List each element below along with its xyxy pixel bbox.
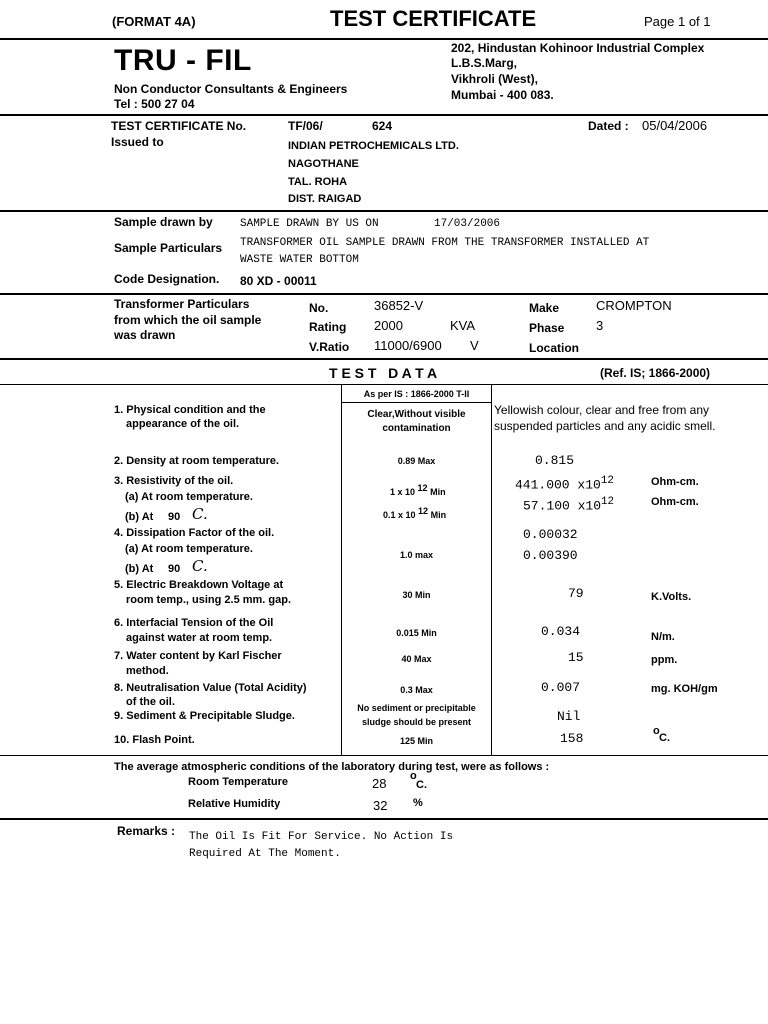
divider	[0, 384, 768, 385]
degree-symbol: o	[653, 725, 660, 737]
test-row-label: 3. Resistivity of the oil.	[114, 475, 234, 487]
transformer-vratio-label: V.Ratio	[309, 340, 350, 354]
test-row-spec: 0.3 Max	[400, 685, 433, 695]
test-row-spec: sludge should be present	[361, 717, 471, 727]
test-row-label: 7. Water content by Karl Fischer	[114, 650, 282, 662]
issued-to-line: INDIAN PETROCHEMICALS LTD.	[288, 140, 459, 152]
certificate-no-value: 624	[372, 119, 393, 133]
divider	[0, 358, 768, 360]
issued-to-line: DIST. RAIGAD	[288, 193, 362, 205]
test-row-spec: Clear,Without visible	[367, 409, 466, 420]
test-row-result: 0.00390	[523, 548, 578, 563]
test-row-result: 0.00032	[523, 527, 578, 542]
test-row-label: room temp., using 2.5 mm. gap.	[126, 594, 292, 606]
remarks-label: Remarks :	[117, 824, 176, 838]
result-base: 441.000 x10	[515, 477, 601, 493]
spec-exponent: 12	[418, 506, 429, 516]
test-row-unit: K.Volts.	[651, 591, 692, 603]
divider	[0, 818, 768, 820]
test-row-sublabel: (a) At room temperature.	[125, 543, 253, 555]
spec-suffix: Min	[430, 510, 447, 520]
test-data-title: T E S T D A T A	[329, 365, 438, 381]
company-address-line: Vikhroli (West),	[451, 72, 538, 86]
test-row-label: appearance of the oil.	[126, 418, 240, 430]
test-row-spec: 30 Min	[402, 590, 431, 600]
document-title: TEST CERTIFICATE	[330, 6, 537, 31]
page-number: Page 1 of 1	[644, 14, 711, 29]
result-base: 57.100 x10	[523, 498, 602, 514]
test-row-label: 10. Flash Point.	[114, 734, 195, 746]
sample-drawn-date: 17/03/2006	[434, 218, 501, 230]
test-row-spec: 125 Min	[399, 736, 433, 746]
test-row-label: 4. Dissipation Factor of the oil.	[114, 527, 275, 539]
spec-suffix: Min	[430, 487, 446, 497]
transformer-no-value: 36852-V	[374, 298, 424, 313]
issued-to-label: Issued to	[111, 135, 164, 149]
result-exponent: 12	[600, 475, 614, 487]
test-row-label: 1. Physical condition and the	[114, 404, 266, 416]
relative-humidity-unit: %	[413, 797, 423, 809]
divider	[0, 38, 768, 40]
temperature-unit: C.	[192, 505, 208, 523]
format-label: (FORMAT 4A)	[112, 14, 196, 29]
test-row-sublabel: (b) At	[125, 563, 154, 575]
sample-drawn-value: SAMPLE DRAWN BY US ON	[240, 218, 379, 230]
room-temperature-label: Room Temperature	[188, 776, 289, 788]
company-address-line: Mumbai - 400 083.	[451, 88, 554, 102]
test-row-unit: mg. KOH/gm	[651, 683, 718, 695]
test-data-reference: (Ref. IS; 1866-2000)	[600, 366, 711, 380]
dated-label: Dated :	[588, 119, 629, 133]
code-designation-value: 80 XD - 00011	[240, 274, 317, 288]
test-row-result	[515, 475, 614, 492]
transformer-make-value: CROMPTON	[596, 298, 672, 313]
test-temperature: 90	[168, 511, 181, 523]
spec-exponent: 12	[417, 483, 428, 493]
remarks-text: Required At The Moment.	[189, 848, 341, 860]
transformer-vratio-unit: V	[470, 338, 479, 353]
test-row-label: of the oil.	[126, 696, 175, 708]
test-row-label: 9. Sediment & Precipitable Sludge.	[114, 710, 295, 722]
company-logo-text: TRU - FIL	[114, 44, 252, 77]
test-row-spec	[390, 483, 446, 497]
test-row-spec: 0.89 Max	[397, 456, 436, 466]
test-row-sublabel: (b) At	[125, 511, 154, 523]
sample-particulars-value: TRANSFORMER OIL SAMPLE DRAWN FROM THE TRANSFORMER INSTALLED AT	[240, 237, 650, 249]
company-tagline: Non Conductor Consultants & Engineers	[114, 82, 348, 96]
test-row-unit: C.	[659, 732, 670, 744]
company-address-line: 202, Hindustan Kohinoor Industrial Complex	[451, 41, 705, 55]
dated-value: 05/04/2006	[642, 118, 708, 133]
test-row-spec: 1.0 max	[399, 550, 434, 560]
test-row-label: 8. Neutralisation Value (Total Acidity)	[114, 682, 307, 694]
test-row-label: 6. Interfacial Tension of the Oil	[114, 617, 274, 629]
transformer-vratio-value: 11000/6900	[374, 338, 442, 353]
degree-symbol: o	[410, 770, 417, 782]
spec-base: 1 x 10	[390, 487, 416, 497]
test-row-unit: N/m.	[651, 631, 675, 643]
test-row-label: 5. Electric Breakdown Voltage at	[114, 579, 284, 591]
test-row-unit: Ohm-cm.	[651, 496, 699, 508]
transformer-make-label: Make	[529, 301, 560, 315]
test-row-label: method.	[126, 665, 169, 677]
sample-particulars-label: Sample Particulars	[114, 241, 223, 255]
test-row-result: Yellowish colour, clear and free from any suspended particles and any acidic smell.	[494, 403, 716, 433]
transformer-phase-value: 3	[596, 318, 604, 333]
test-temperature: 90	[168, 563, 181, 575]
column-border	[341, 385, 342, 755]
remarks-text: The Oil Is Fit For Service. No Action Is	[189, 831, 454, 843]
sample-particulars-value: WASTE WATER BOTTOM	[240, 254, 359, 266]
divider	[0, 114, 768, 116]
divider	[0, 293, 768, 295]
test-row-spec: 0.015 Min	[396, 628, 437, 638]
test-row-result: 15	[568, 650, 584, 665]
relative-humidity-label: Relative Humidity	[188, 798, 281, 810]
test-row-spec: No sediment or precipitable	[357, 703, 476, 713]
transformer-rating-unit: KVA	[450, 318, 476, 333]
temperature-unit: C.	[192, 557, 208, 575]
test-row-sublabel: (a) At room temperature.	[125, 491, 253, 503]
test-row-spec: contamination	[382, 423, 451, 434]
sample-drawn-label: Sample drawn by	[114, 215, 213, 229]
transformer-label: Transformer Particulars	[114, 297, 250, 311]
test-row-result: 0.034	[541, 624, 581, 639]
test-row-result: 158	[560, 731, 584, 746]
divider	[0, 210, 768, 212]
transformer-phase-label: Phase	[529, 321, 565, 335]
column-border	[491, 385, 492, 755]
company-address-line: L.B.S.Marg,	[451, 56, 518, 70]
spec-column-header: As per IS : 1866-2000 T-II	[363, 389, 470, 399]
test-row-unit: Ohm-cm.	[651, 476, 699, 488]
test-row-result: Nil	[557, 709, 581, 724]
result-exponent: 12	[601, 496, 615, 508]
transformer-label: was drawn	[114, 328, 176, 342]
transformer-rating-label: Rating	[309, 320, 347, 334]
test-row-label: 2. Density at room temperature.	[114, 455, 280, 467]
transformer-no-label: No.	[309, 301, 329, 315]
issued-to-line: TAL. ROHA	[288, 176, 348, 188]
certificate-no-label: TEST CERTIFICATE No.	[111, 119, 247, 133]
divider	[0, 755, 768, 756]
test-row-result	[523, 496, 614, 513]
test-row-spec	[383, 506, 446, 520]
test-row-spec: 40 Max	[401, 654, 432, 664]
test-row-unit: ppm.	[651, 654, 678, 666]
room-temperature-value: 28	[372, 776, 387, 791]
atmosphere-intro: The average atmospheric conditions of the laboratory during test, were as follows :	[114, 761, 550, 773]
code-designation-label: Code Designation.	[114, 272, 220, 286]
test-row-label: against water at room temp.	[126, 632, 273, 644]
transformer-rating-value: 2000	[374, 318, 403, 333]
company-tel: Tel : 500 27 04	[114, 97, 195, 111]
column-header-border	[341, 402, 492, 403]
test-row-result: 0.007	[541, 680, 581, 695]
certificate-no-prefix: TF/06/	[288, 119, 323, 133]
relative-humidity-value: 32	[373, 798, 388, 813]
transformer-label: from which the oil sample	[114, 313, 262, 327]
transformer-location-label: Location	[529, 341, 579, 355]
test-row-result: 0.815	[535, 453, 575, 468]
room-temperature-unit: C.	[416, 779, 427, 791]
issued-to-line: NAGOTHANE	[288, 158, 359, 170]
test-row-result: 79	[568, 586, 584, 601]
spec-base: 0.1 x 10	[383, 510, 416, 520]
